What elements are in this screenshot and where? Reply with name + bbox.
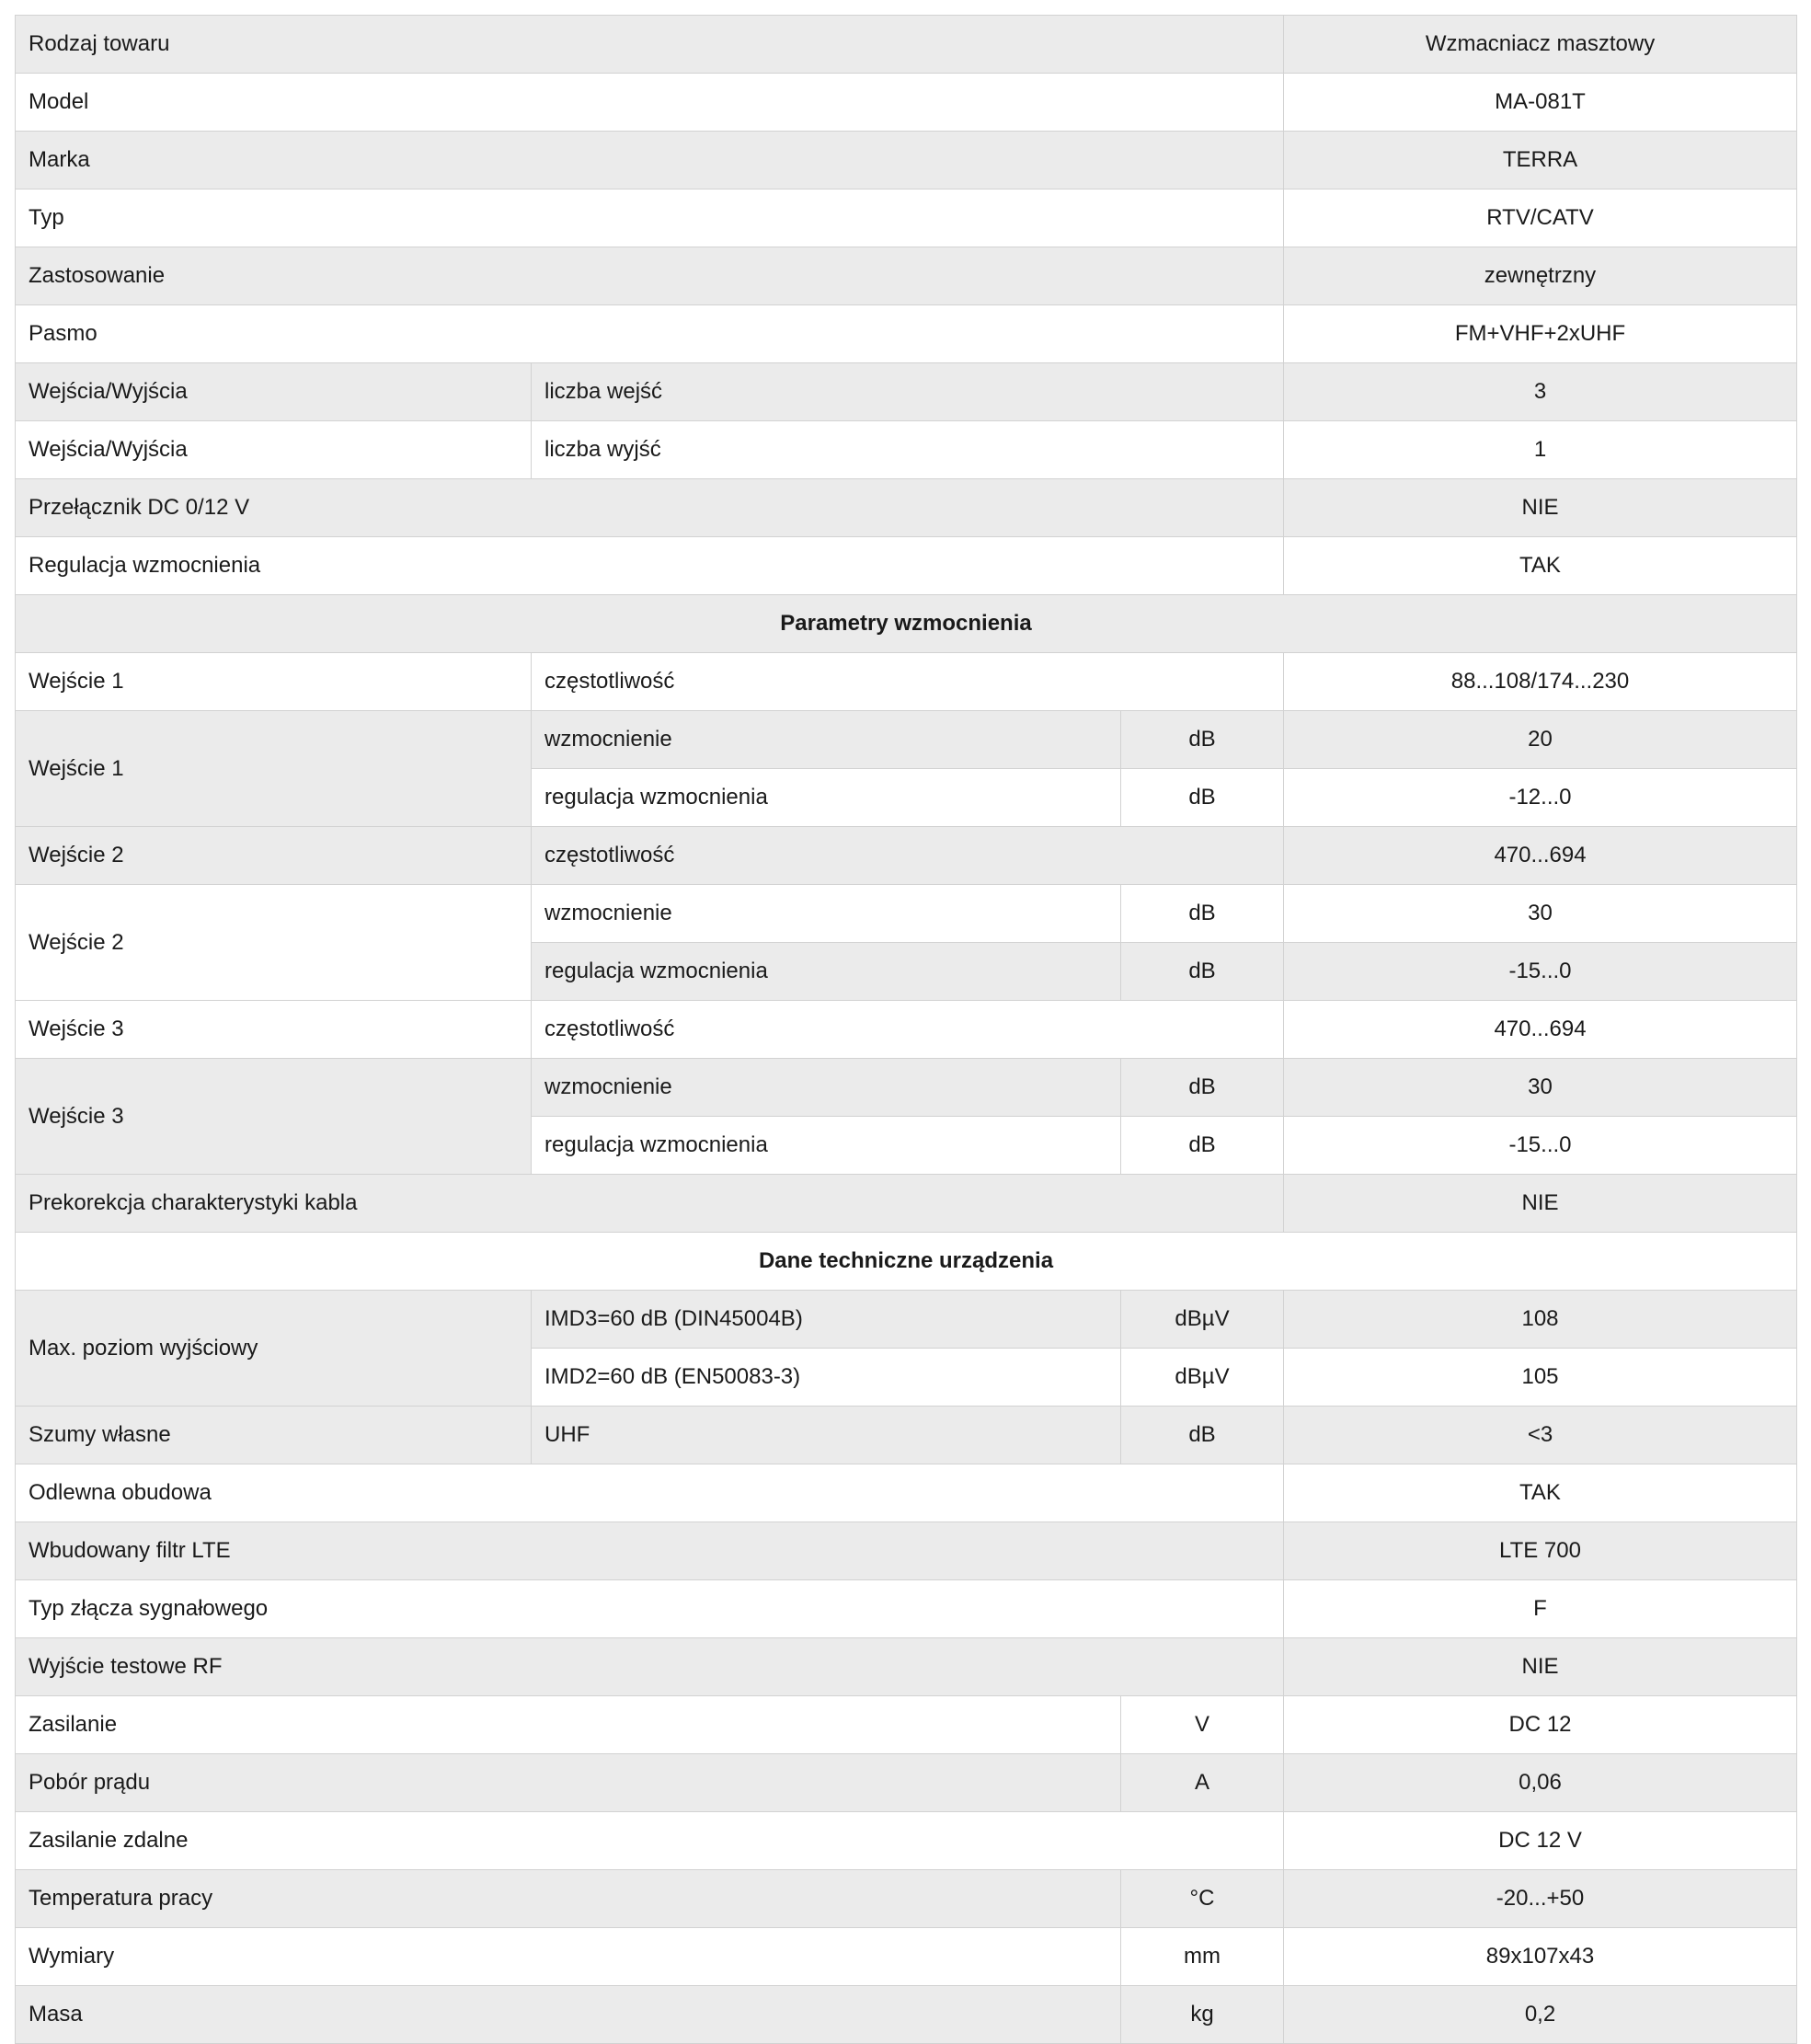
- spec-param: liczba wejść: [532, 363, 1284, 421]
- spec-unit: dB: [1121, 1117, 1284, 1175]
- spec-row-input3-frequency: [16, 1001, 1797, 1059]
- spec-value: TAK: [1284, 1464, 1797, 1522]
- spec-value: 105: [1284, 1349, 1797, 1407]
- spec-label: Pobór prądu: [16, 1754, 1121, 1812]
- spec-param: liczba wyjść: [532, 421, 1284, 479]
- spec-value: -15...0: [1284, 943, 1797, 1001]
- spec-unit: dBµV: [1121, 1349, 1284, 1407]
- spec-row-outputs-count: [16, 421, 1797, 479]
- spec-label: Zasilanie: [16, 1696, 1121, 1754]
- spec-row-type: [16, 189, 1797, 247]
- spec-value: RTV/CATV: [1284, 189, 1797, 247]
- spec-label: Temperatura pracy: [16, 1870, 1121, 1928]
- spec-unit: V: [1121, 1696, 1284, 1754]
- spec-row-product-type: [16, 16, 1797, 74]
- spec-row-input1-gain: [16, 711, 1797, 769]
- spec-unit: kg: [1121, 1986, 1284, 2044]
- spec-unit: mm: [1121, 1928, 1284, 1986]
- spec-unit: dBµV: [1121, 1291, 1284, 1349]
- spec-value: -15...0: [1284, 1117, 1797, 1175]
- spec-param: wzmocnienie: [532, 1059, 1121, 1117]
- spec-value: DC 12: [1284, 1696, 1797, 1754]
- spec-row-connector-type: [16, 1580, 1797, 1638]
- spec-label: Marka: [16, 132, 1284, 189]
- spec-param: IMD2=60 dB (EN50083-3): [532, 1349, 1121, 1407]
- spec-unit: dB: [1121, 769, 1284, 827]
- spec-value: NIE: [1284, 479, 1797, 537]
- spec-value: NIE: [1284, 1175, 1797, 1233]
- spec-value: Wzmacniacz masztowy: [1284, 16, 1797, 74]
- section-title: Dane techniczne urządzenia: [16, 1233, 1797, 1291]
- spec-row-noise: [16, 1407, 1797, 1464]
- spec-value: MA-081T: [1284, 74, 1797, 132]
- spec-row-dimensions: [16, 1928, 1797, 1986]
- spec-value: 3: [1284, 363, 1797, 421]
- spec-label: Masa: [16, 1986, 1121, 2044]
- spec-label: Wejście 1: [16, 653, 532, 711]
- spec-value: 20: [1284, 711, 1797, 769]
- spec-label: Rodzaj towaru: [16, 16, 1284, 74]
- specification-table: [15, 15, 1797, 2044]
- spec-row-power-supply: [16, 1696, 1797, 1754]
- spec-row-weight: [16, 1986, 1797, 2044]
- spec-row-operating-temperature: [16, 1870, 1797, 1928]
- spec-label: Zasilanie zdalne: [16, 1812, 1284, 1870]
- spec-value: F: [1284, 1580, 1797, 1638]
- spec-label: Wejście 2: [16, 827, 532, 885]
- spec-value: -20...+50: [1284, 1870, 1797, 1928]
- spec-label: Wejścia/Wyjścia: [16, 421, 532, 479]
- spec-row-model: [16, 74, 1797, 132]
- spec-value: <3: [1284, 1407, 1797, 1464]
- spec-param: regulacja wzmocnienia: [532, 1117, 1121, 1175]
- spec-unit: A: [1121, 1754, 1284, 1812]
- spec-value: 0,06: [1284, 1754, 1797, 1812]
- section-header-gain-parameters: [16, 595, 1797, 653]
- spec-row-brand: [16, 132, 1797, 189]
- spec-value: zewnętrzny: [1284, 247, 1797, 305]
- spec-value: FM+VHF+2xUHF: [1284, 305, 1797, 363]
- spec-value: DC 12 V: [1284, 1812, 1797, 1870]
- section-header-technical-data: [16, 1233, 1797, 1291]
- spec-row-max-output-imd3: [16, 1291, 1797, 1349]
- spec-param: częstotliwość: [532, 1001, 1284, 1059]
- spec-label: Max. poziom wyjściowy: [16, 1291, 532, 1407]
- spec-label: Odlewna obudowa: [16, 1464, 1284, 1522]
- spec-label: Wymiary: [16, 1928, 1121, 1986]
- spec-label: Regulacja wzmocnienia: [16, 537, 1284, 595]
- spec-param: częstotliwość: [532, 653, 1284, 711]
- section-title: Parametry wzmocnienia: [16, 595, 1797, 653]
- spec-value: 0,2: [1284, 1986, 1797, 2044]
- spec-value: 470...694: [1284, 827, 1797, 885]
- spec-row-band: [16, 305, 1797, 363]
- spec-row-application: [16, 247, 1797, 305]
- spec-unit: dB: [1121, 1059, 1284, 1117]
- spec-param: wzmocnienie: [532, 711, 1121, 769]
- spec-label: Zastosowanie: [16, 247, 1284, 305]
- spec-label: Typ złącza sygnałowego: [16, 1580, 1284, 1638]
- spec-label: Wejście 1: [16, 711, 532, 827]
- spec-row-dc-switch: [16, 479, 1797, 537]
- spec-label: Prekorekcja charakterystyki kabla: [16, 1175, 1284, 1233]
- spec-param: regulacja wzmocnienia: [532, 769, 1121, 827]
- spec-label: Wbudowany filtr LTE: [16, 1522, 1284, 1580]
- spec-unit: dB: [1121, 1407, 1284, 1464]
- spec-label: Przełącznik DC 0/12 V: [16, 479, 1284, 537]
- spec-unit: dB: [1121, 711, 1284, 769]
- spec-label: Wejście 2: [16, 885, 532, 1001]
- spec-row-remote-power: [16, 1812, 1797, 1870]
- spec-row-inputs-count: [16, 363, 1797, 421]
- spec-label: Szumy własne: [16, 1407, 532, 1464]
- spec-row-input1-frequency: [16, 653, 1797, 711]
- spec-value: TAK: [1284, 537, 1797, 595]
- spec-row-cast-housing: [16, 1464, 1797, 1522]
- spec-value: 108: [1284, 1291, 1797, 1349]
- spec-param: UHF: [532, 1407, 1121, 1464]
- spec-label: Model: [16, 74, 1284, 132]
- spec-label: Typ: [16, 189, 1284, 247]
- spec-value: TERRA: [1284, 132, 1797, 189]
- spec-value: 89x107x43: [1284, 1928, 1797, 1986]
- spec-value: 30: [1284, 1059, 1797, 1117]
- spec-value: LTE 700: [1284, 1522, 1797, 1580]
- spec-unit: °C: [1121, 1870, 1284, 1928]
- spec-value: 470...694: [1284, 1001, 1797, 1059]
- spec-param: regulacja wzmocnienia: [532, 943, 1121, 1001]
- spec-param: wzmocnienie: [532, 885, 1121, 943]
- spec-value: NIE: [1284, 1638, 1797, 1696]
- spec-label: Wejście 3: [16, 1059, 532, 1175]
- spec-label: Pasmo: [16, 305, 1284, 363]
- spec-value: 1: [1284, 421, 1797, 479]
- spec-label: Wejście 3: [16, 1001, 532, 1059]
- spec-label: Wyjście testowe RF: [16, 1638, 1284, 1696]
- spec-row-lte-filter: [16, 1522, 1797, 1580]
- spec-row-input2-gain: [16, 885, 1797, 943]
- spec-param: częstotliwość: [532, 827, 1284, 885]
- spec-row-input3-gain: [16, 1059, 1797, 1117]
- spec-value: 88...108/174...230: [1284, 653, 1797, 711]
- spec-row-gain-control: [16, 537, 1797, 595]
- spec-value: 30: [1284, 885, 1797, 943]
- spec-row-current-draw: [16, 1754, 1797, 1812]
- spec-unit: dB: [1121, 885, 1284, 943]
- spec-label: Wejścia/Wyjścia: [16, 363, 532, 421]
- spec-row-cable-precorrection: [16, 1175, 1797, 1233]
- spec-param: IMD3=60 dB (DIN45004B): [532, 1291, 1121, 1349]
- spec-row-input2-frequency: [16, 827, 1797, 885]
- spec-row-rf-test-output: [16, 1638, 1797, 1696]
- spec-value: -12...0: [1284, 769, 1797, 827]
- spec-unit: dB: [1121, 943, 1284, 1001]
